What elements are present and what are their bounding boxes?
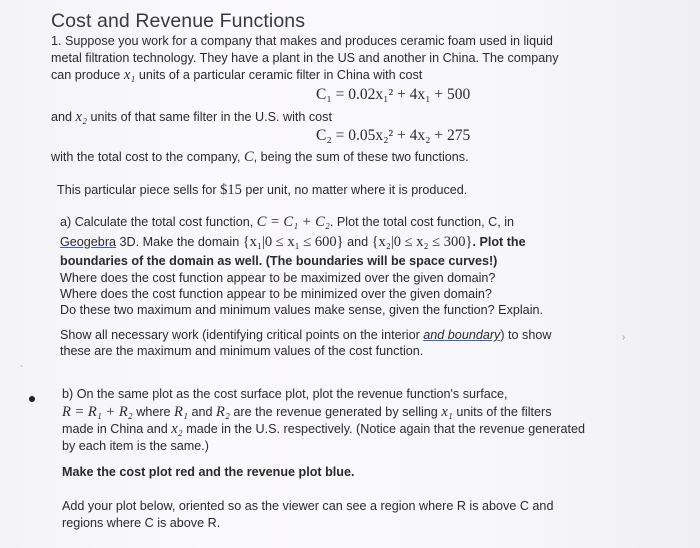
part-b-line1: b) On the same plot as the cost surface plot, plot the revenue function's surface,	[62, 387, 508, 401]
q1-line2: metal filtration technology. They have a plant in the US and another in China. The company	[51, 51, 559, 65]
and-boundary-underlined: and boundary	[423, 328, 501, 342]
part-a-line7: Show all necessary work (identifying critical points on the interior and boundary) to show	[60, 328, 552, 342]
revenue-eq: R = R₁ + R₂	[62, 404, 133, 420]
part-a-line4: Where does the cost function appear to be maximized over the given domain?	[60, 271, 496, 285]
price-value: $15	[220, 182, 242, 198]
part-a-line8: these are the maximum and minimum values of the cost function.	[60, 344, 424, 358]
part-b-line6: Add your plot below, oriented so as the viewer can see a region where R is above C and	[62, 499, 554, 513]
bullet-icon	[29, 396, 35, 402]
q1-line4: and x₂ units of that same filter in the U.S. with cost	[51, 109, 332, 125]
part-a-line6: Do these two maximum and minimum values make sense, given the function? Explain.	[60, 303, 543, 317]
var-x1: x₁	[123, 67, 136, 83]
part-a-line3: boundaries of the domain as well. (The boundaries will be space curves!)	[60, 254, 498, 268]
part-b-line4: by each item is the same.)	[62, 439, 209, 453]
geogebra-link: Geogebra	[60, 235, 117, 249]
stray-mark-icon: ›	[622, 332, 626, 343]
total-cost-eq: C = C₁ + C₂	[256, 214, 330, 230]
part-a-line1: a) Calculate the total cost function, C = C₁ + C₂. Plot the total cost function, C, in	[60, 214, 514, 230]
part-b-line7: regions where C is above R.	[62, 516, 221, 530]
domain-x1: {x₁|0 ≤ x₁ ≤ 600}	[242, 234, 344, 250]
equation-c1: C₁ = 0.02x₁² + 4x₁ + 500	[316, 86, 471, 103]
domain-x2: {x₂|0 ≤ x₂ ≤ 300}	[371, 234, 473, 250]
part-b-line3: made in China and x₂ made in the U.S. respectively. (Notice again that the revenue generated	[62, 421, 586, 437]
q1-line1: 1. Suppose you work for a company that makes and produces ceramic foam used in liquid	[51, 34, 553, 48]
part-b-line2: R = R₁ + R₂ where R₁ and R₂ are the revenue generated by selling x₁ units of the filters	[62, 404, 552, 420]
price-statement: This particular piece sells for $15 per unit, no matter where it is produced.	[57, 182, 468, 198]
part-b-line5: Make the cost plot red and the revenue plot blue.	[62, 465, 355, 479]
part-a-line2: Geogebra 3D. Make the domain {x₁|0 ≤ x₁ ≤ 600} and {x₂|0 ≤ x₂ ≤ 300}. Plot the	[60, 234, 526, 250]
var-x2: x₂	[75, 109, 87, 125]
page-title: Cost and Revenue Functions	[51, 10, 306, 32]
var-c: C	[243, 149, 254, 165]
q1-line5: with the total cost to the company, C, being the sum of these two functions.	[51, 149, 469, 165]
stray-mark-icon: ˋ	[20, 365, 24, 376]
equation-c2: C₂ = 0.05x₂² + 4x₂ + 275	[316, 127, 471, 144]
part-a-line5: Where does the cost function appear to be minimized over the given domain?	[60, 287, 492, 301]
q1-line3: can produce x₁ units of a particular ceramic filter in China with cost	[51, 67, 423, 83]
